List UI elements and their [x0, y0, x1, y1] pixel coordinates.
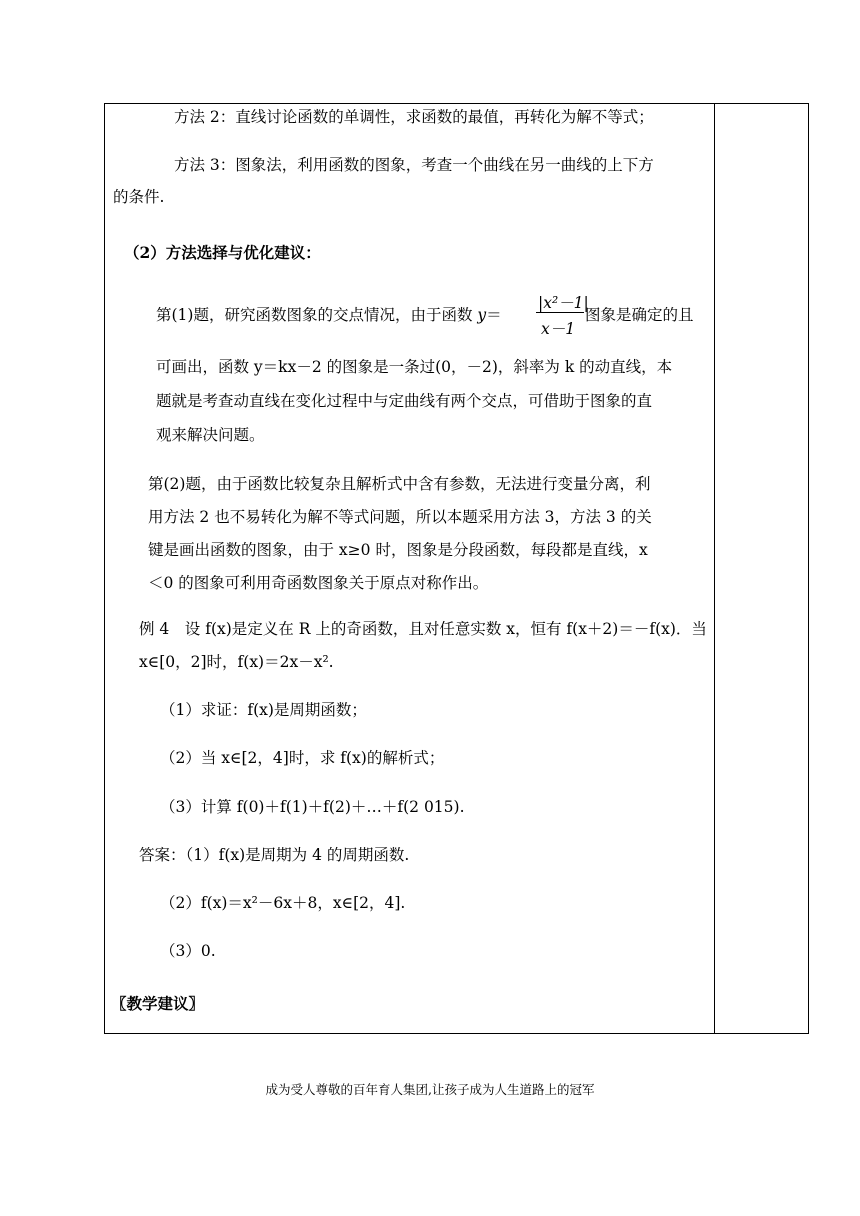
problem1-line2: 可画出，函数 y＝kx－2 的图象是一条过(0，－2)，斜率为 k 的动直线，本 — [156, 358, 673, 376]
answer-1: 答案：（1）f(x)是周期为 4 的周期函数. — [139, 846, 410, 864]
method-3-text-line1: 方法 3：图象法，利用函数的图象，考查一个曲线在另一曲线的上下方 — [174, 156, 654, 174]
problem1-line3: 题就是考查动直线在变化过程中与定曲线有两个交点，可借助于图象的直 — [156, 392, 653, 410]
fraction-numerator: |x²－1| — [538, 294, 589, 312]
question-2: （2）当 x∈[2，4]时，求 f(x)的解析式； — [160, 749, 445, 767]
example4-line1: 例 4 设 f(x)是定义在 R 上的奇函数，且对任意实数 x，恒有 f(x＋2)＝－f(x)．当 — [139, 620, 707, 638]
question-3: （3）计算 f(0)＋f(1)＋f(2)＋…＋f(2 015). — [160, 798, 465, 816]
fraction-expression — [536, 291, 589, 341]
fraction-bar — [536, 312, 584, 313]
problem1-line1-text: 第(1)题，研究函数图象的交点情况，由于函数 — [156, 306, 478, 324]
fraction-denominator: x－1 — [541, 320, 576, 338]
function-y-symbol: y — [477, 306, 487, 324]
teaching-suggestion-heading: 〖教学建议〗 — [111, 994, 205, 1013]
problem1-line1-part-a — [156, 305, 502, 325]
section-heading-method-choice: （2）方法选择与优化建议： — [124, 243, 321, 262]
equals-sign: ＝ — [486, 306, 502, 324]
problem2-line2: 用方法 2 也不易转化为解不等式问题，所以本题采用方法 3，方法 3 的关 — [148, 508, 652, 526]
example4-line2: x∈[0，2]时，f(x)＝2x－x². — [139, 653, 334, 671]
problem1-line4: 观来解决问题。 — [156, 426, 265, 444]
table-column-divider — [714, 103, 715, 1034]
problem2-line3: 键是画出函数的图象，由于 x≥0 时，图象是分段函数，每段都是直线，x — [148, 541, 648, 559]
problem2-line4: ＜0 的图象可利用奇函数图象关于原点对称作出。 — [148, 574, 489, 592]
method-3-text-line2: 的条件. — [113, 188, 165, 206]
problem2-line1: 第(2)题，由于函数比较复杂且解析式中含有参数，无法进行变量分离，利 — [148, 475, 651, 493]
answer-3: （3）0. — [160, 942, 216, 960]
answer-2: （2）f(x)＝x²－6x＋8，x∈[2，4]. — [160, 894, 406, 912]
question-1: （1）求证：f(x)是周期函数； — [160, 701, 367, 719]
problem1-line1-part-b: 图象是确定的且 — [585, 306, 694, 324]
page-footer: 成为受人尊敬的百年育人集团,让孩子成为人生道路上的冠军 — [265, 1082, 595, 1097]
method-2-text: 方法 2：直线讨论函数的单调性，求函数的最值，再转化为解不等式； — [174, 108, 654, 126]
